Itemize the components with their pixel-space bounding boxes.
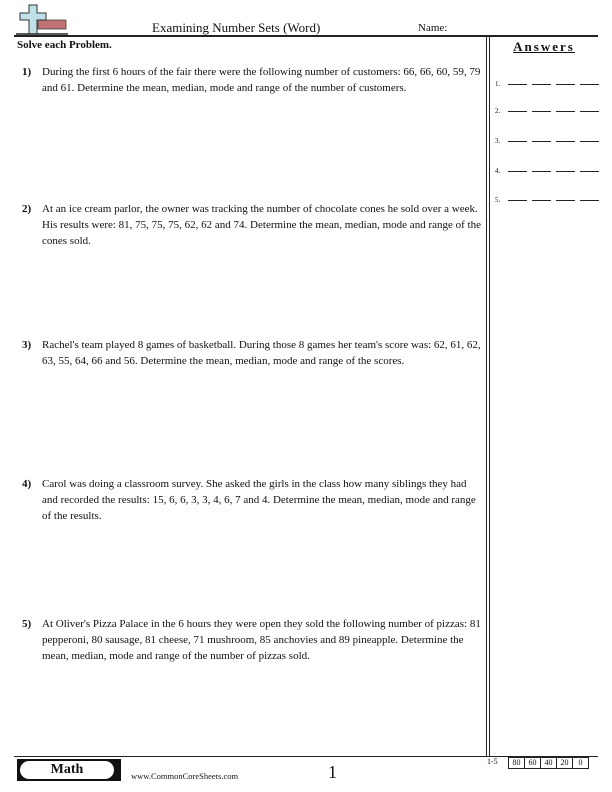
answer-column-divider-inner: [489, 36, 490, 756]
answer-row-1: [495, 80, 599, 88]
header-divider: [14, 35, 598, 37]
name-label: Name:: [418, 22, 448, 34]
website-link[interactable]: www.CommonCoreSheets.com: [131, 771, 239, 781]
score-cell: 60: [525, 758, 541, 769]
problem-text: During the first 6 hours of the fair there were the following number of customers: 66, 66, 60, 59, 79 and 61. Determine the mean, median, mode and range of the number of customers.: [42, 66, 481, 94]
problem-number: 3): [22, 339, 32, 351]
problem-4: [22, 476, 484, 524]
answer-blank[interactable]: [556, 200, 575, 201]
answer-blank[interactable]: [580, 141, 599, 142]
problem-text: Carol was doing a classroom survey. She asked the girls in the class how many siblings they had and recorded the results: 15, 6, 6, 3, 3, 4, 6, 7 and 4. Determine the mean, median, mode and range of the results.: [42, 478, 476, 522]
answer-row-5: [495, 196, 599, 204]
answer-blank[interactable]: [580, 200, 599, 201]
answer-label: 4.: [495, 167, 501, 175]
score-cell: 80: [509, 758, 525, 769]
answer-blank[interactable]: [556, 111, 575, 112]
answer-blank[interactable]: [532, 141, 551, 142]
answer-blank[interactable]: [580, 84, 599, 85]
score-cell: 20: [557, 758, 573, 769]
worksheet-title: Examining Number Sets (Word): [152, 20, 321, 35]
plus-minus-logo-icon: [16, 4, 68, 35]
score-cell: 0: [573, 758, 589, 769]
answer-label: 3.: [495, 137, 501, 145]
answer-blank[interactable]: [580, 171, 599, 172]
answer-blank[interactable]: [508, 171, 527, 172]
answer-blank[interactable]: [508, 200, 527, 201]
answer-row-3: [495, 137, 599, 145]
answer-blank[interactable]: [532, 200, 551, 201]
problem-number: 2): [22, 203, 32, 215]
answer-row-4: [495, 167, 599, 175]
answer-blank[interactable]: [556, 84, 575, 85]
answers-heading: Answers: [513, 39, 575, 54]
problem-5: [22, 616, 484, 664]
score-cell: 40: [541, 758, 557, 769]
problem-number: 1): [22, 66, 32, 78]
answer-blank[interactable]: [508, 141, 527, 142]
problem-text: Rachel's team played 8 games of basketball. During those 8 games her team's score was: 62, 61, 62, 63, 55, 64, 66 and 56. Determine the mean, median, mode and range of the scores.: [42, 339, 481, 367]
score-table: [508, 757, 589, 769]
answer-label: 1.: [495, 80, 501, 88]
score-range-label: 1-5: [487, 757, 498, 766]
subject-label: Math: [20, 761, 114, 779]
subject-badge: [17, 759, 121, 781]
answer-row-2: [495, 107, 599, 115]
answer-column-divider: [486, 36, 487, 756]
problem-text: At an ice cream parlor, the owner was tracking the number of chocolate cones he sold over a week. His results were: 81, 75, 75, 75, 62, 62 and 74. Determine the mean, median, mode and range of the cones sold.: [42, 203, 481, 247]
instructions: Solve each Problem.: [17, 39, 112, 51]
problem-1: [22, 64, 484, 96]
problem-3: [22, 337, 484, 369]
answer-blank[interactable]: [508, 111, 527, 112]
problem-number: 5): [22, 618, 32, 630]
problem-text: At Oliver's Pizza Palace in the 6 hours they were open they sold the following number of pizzas: 81 pepperoni, 80 sausage, 81 cheese, 71 mushroom, 85 anchovies and 89 pineapple. Determine the mean, median, mode and range of the number of pizzas sold.: [42, 618, 481, 662]
answer-blank[interactable]: [532, 84, 551, 85]
problem-2: [22, 201, 484, 249]
answer-blank[interactable]: [532, 111, 551, 112]
answer-blank[interactable]: [532, 171, 551, 172]
answer-blank[interactable]: [580, 111, 599, 112]
answer-blank[interactable]: [508, 84, 527, 85]
answer-label: 2.: [495, 107, 501, 115]
problem-number: 4): [22, 478, 32, 490]
page-number: 1: [328, 762, 337, 782]
answer-blank[interactable]: [556, 171, 575, 172]
answer-label: 5.: [495, 196, 501, 204]
answer-blank[interactable]: [556, 141, 575, 142]
